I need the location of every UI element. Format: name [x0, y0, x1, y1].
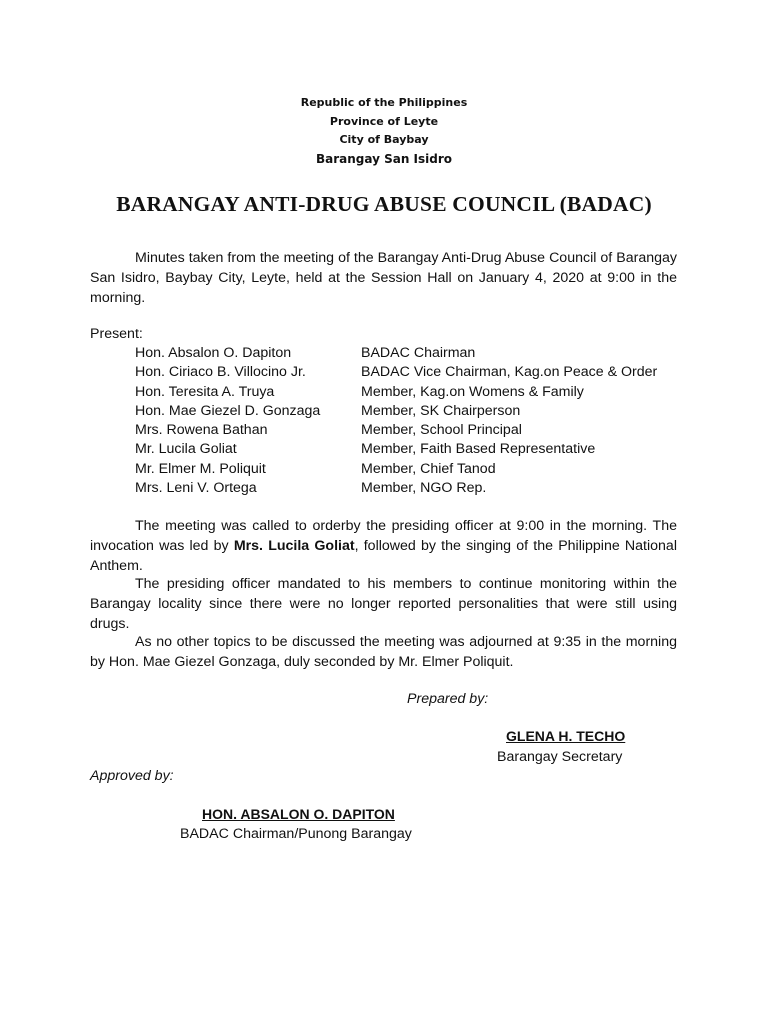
attendee-row	[135, 344, 695, 363]
attendee-role: BADAC Chairman	[361, 345, 476, 361]
attendee-name: Mrs. Leni V. Ortega	[135, 480, 257, 497]
header-city: City of Baybay	[339, 133, 429, 146]
attendee-role: BADAC Vice Chairman, Kag.on Peace & Order	[361, 364, 658, 381]
attendee-row	[135, 440, 695, 459]
opening-text-part1: The meeting was called to orderby the presiding officer at 9:00 in the morning. The invocation was led by	[90, 518, 677, 554]
header-republic: Republic of the Philippines	[300, 96, 468, 109]
attendee-name: Mrs. Rowena Bathan	[135, 422, 268, 439]
adjournment-paragraph: As no other topics to be discussed the meeting was adjourned at 9:35 in the morning by Hon. Mae Giezel Gonzaga, duly seconded by Mr. Elmer Poliquit.	[90, 634, 677, 670]
attendee-row	[135, 460, 695, 479]
attendee-name: Hon. Mae Giezel D. Gonzaga	[135, 402, 321, 419]
attendee-row	[135, 363, 695, 382]
attendee-row	[135, 402, 695, 421]
attendee-role: Member, Faith Based Representative	[361, 441, 596, 458]
attendee-name: Mr. Lucila Goliat	[135, 441, 237, 458]
header-province: Province of Leyte	[329, 115, 439, 128]
attendee-role: Member, School Principal	[361, 422, 522, 439]
attendee-row	[135, 479, 695, 498]
attendee-name: Hon. Teresita A. Truya	[135, 383, 275, 400]
opening-text-part2: , followed by the singing of the Philippine National Anthem.	[90, 538, 677, 574]
attendee-role: Member, SK Chairperson	[361, 402, 521, 419]
invocation-leader: Mrs. Lucila Goliat	[233, 538, 355, 554]
attendees-list	[135, 344, 695, 498]
document-title: BARANGAY ANTI-DRUG ABUSE COUNCIL (BADAC)	[116, 192, 652, 216]
attendee-role: Member, Kag.on Womens & Family	[361, 383, 584, 400]
approved-by-label: Approved by:	[90, 768, 174, 784]
approver-position: BADAC Chairman/Punong Barangay	[180, 826, 412, 842]
preparer-position: Barangay Secretary	[497, 749, 623, 765]
attendee-name: Hon. Absalon O. Dapiton	[135, 345, 292, 361]
approver-name: HON. ABSALON O. DAPITON	[202, 806, 395, 822]
preparer-name: GLENA H. TECHO	[506, 728, 626, 744]
attendee-row	[135, 421, 695, 440]
monitoring-paragraph: The presiding officer mandated to his members to continue monitoring within the Barangay locality since there were no longer reported personalities that were still using drugs.	[90, 576, 677, 632]
attendee-role: Member, Chief Tanod	[361, 460, 496, 477]
meeting-opening-paragraph	[90, 516, 677, 576]
prepared-by-label: Prepared by:	[407, 691, 489, 707]
attendee-row	[135, 383, 695, 402]
attendee-role: Member, NGO Rep.	[361, 480, 487, 497]
header-barangay: Barangay San Isidro	[315, 152, 453, 166]
present-label: Present:	[90, 326, 143, 342]
attendee-name: Hon. Ciriaco B. Villocino Jr.	[135, 364, 306, 381]
attendee-name: Mr. Elmer M. Poliquit	[135, 460, 266, 477]
intro-paragraph: Minutes taken from the meeting of the Barangay Anti-Drug Abuse Council of Barangay San Isidro, Baybay City, Leyte, held at the Session Hall on January 4, 2020 at 9:00 in the morning.	[90, 250, 677, 306]
